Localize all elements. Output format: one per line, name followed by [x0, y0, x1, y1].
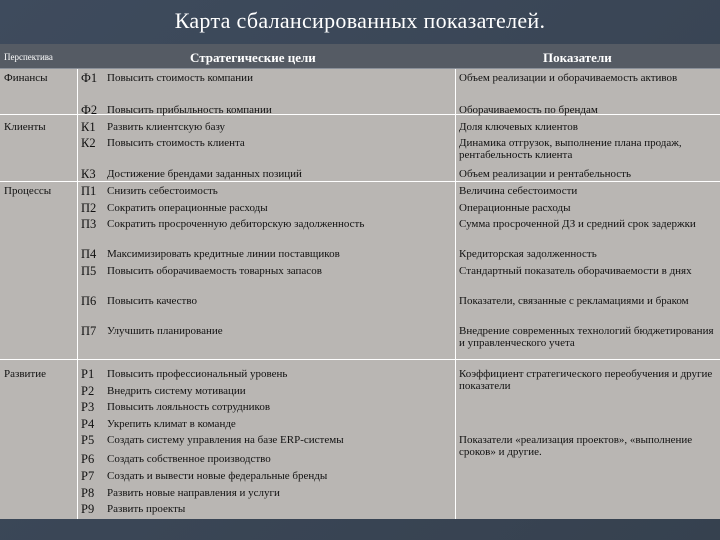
row-indicator: Стандартный показатель оборачиваемости в днях [459, 265, 692, 277]
header-indicators: Показатели [543, 50, 612, 65]
row-indicator: Объем реализации и рентабельность [459, 168, 631, 180]
row-indicator: Доля ключевых клиентов [459, 121, 578, 133]
row-code: П5 [81, 264, 97, 278]
row-code: П4 [81, 247, 97, 261]
row-code: П7 [81, 324, 97, 338]
row-code: П2 [81, 201, 97, 215]
row-separator [0, 181, 720, 182]
scorecard-table [0, 69, 720, 519]
row-goal: Создать собственное производство [107, 453, 271, 465]
row-goal: Развить проекты [107, 503, 186, 515]
row-indicator: Оборачиваемость по брендам [459, 104, 598, 116]
row-code: Р1 [81, 367, 95, 381]
row-goal: Создать и вывести новые федеральные бренды [107, 470, 328, 482]
page-title: Карта сбалансированных показателей. [174, 8, 546, 33]
row-perspective: Финансы [4, 72, 48, 84]
row-goal: Внедрить систему мотивации [107, 385, 246, 397]
header-perspective: Перспектива [4, 52, 53, 62]
row-code: Р4 [81, 417, 95, 431]
row-goal: Снизить себестоимость [107, 185, 218, 197]
row-goal: Повысить оборачиваемость товарных запасов [107, 265, 322, 277]
row-goal: Достижение брендами заданных позиций [107, 168, 302, 180]
row-goal: Повысить стоимость клиента [107, 137, 245, 149]
row-code: П6 [81, 294, 97, 308]
row-indicator: Объем реализации и оборачиваемость активов [459, 72, 678, 84]
row-indicator: Показатели, связанные с рекламациями и браком [459, 295, 689, 307]
row-goal: Повысить лояльность сотрудников [107, 401, 271, 413]
column-divider [77, 69, 78, 519]
row-indicator: Динамика отгрузок, выполнение плана продаж, рентабельность клиента [459, 137, 682, 161]
row-code: К1 [81, 120, 96, 134]
row-indicator: Величина себестоимости [459, 185, 578, 197]
row-indicator: Операционные расходы [459, 202, 571, 214]
row-goal: Улучшить планирование [107, 325, 223, 337]
row-goal: Повысить качество [107, 295, 197, 307]
row-code: Р5 [81, 433, 95, 447]
row-perspective: Клиенты [4, 121, 46, 133]
header-goals: Стратегические цели [190, 50, 316, 65]
row-code: П1 [81, 184, 97, 198]
row-indicator: Кредиторская задолженность [459, 248, 597, 260]
row-goal: Сократить операционные расходы [107, 202, 268, 214]
row-indicator: Сумма просроченной ДЗ и средний срок задержки [459, 218, 696, 230]
row-code: Р2 [81, 384, 95, 398]
row-perspective: Процессы [4, 185, 52, 197]
row-goal: Повысить стоимость компании [107, 72, 253, 84]
row-indicator: Показатели «реализация проектов», «выполнение сроков» и другие. [459, 434, 693, 458]
row-code: П3 [81, 217, 97, 231]
row-goal: Развить новые направления и услуги [107, 487, 280, 499]
row-code: Р6 [81, 452, 95, 466]
row-code: Ф2 [81, 103, 98, 117]
row-goal: Повысить прибыльность компании [107, 104, 272, 116]
table-header [0, 44, 720, 69]
row-goal: Максимизировать кредитные линии поставщиков [107, 248, 340, 260]
row-code: К2 [81, 136, 96, 150]
row-goal: Сократить просроченную дебиторскую задолженность [107, 218, 365, 230]
row-indicator: Коэффициент стратегического переобучения и другие показатели [459, 368, 713, 392]
row-code: К3 [81, 167, 96, 181]
row-goal: Создать систему управления на базе ERP-системы [107, 434, 344, 446]
row-goal: Укрепить климат в команде [107, 418, 236, 430]
row-code: Р3 [81, 400, 95, 414]
row-indicator: Внедрение современных технологий бюджетирования и управленческого учета [459, 325, 714, 349]
row-separator [0, 359, 720, 360]
row-code: Р9 [81, 502, 95, 516]
row-perspective: Развитие [4, 368, 47, 380]
row-code: Р7 [81, 469, 95, 483]
row-goal: Повысить профессиональный уровень [107, 368, 288, 380]
row-goal: Развить клиентскую базу [107, 121, 226, 133]
row-code: Ф1 [81, 71, 98, 85]
row-code: Р8 [81, 486, 95, 500]
column-divider [455, 69, 456, 519]
